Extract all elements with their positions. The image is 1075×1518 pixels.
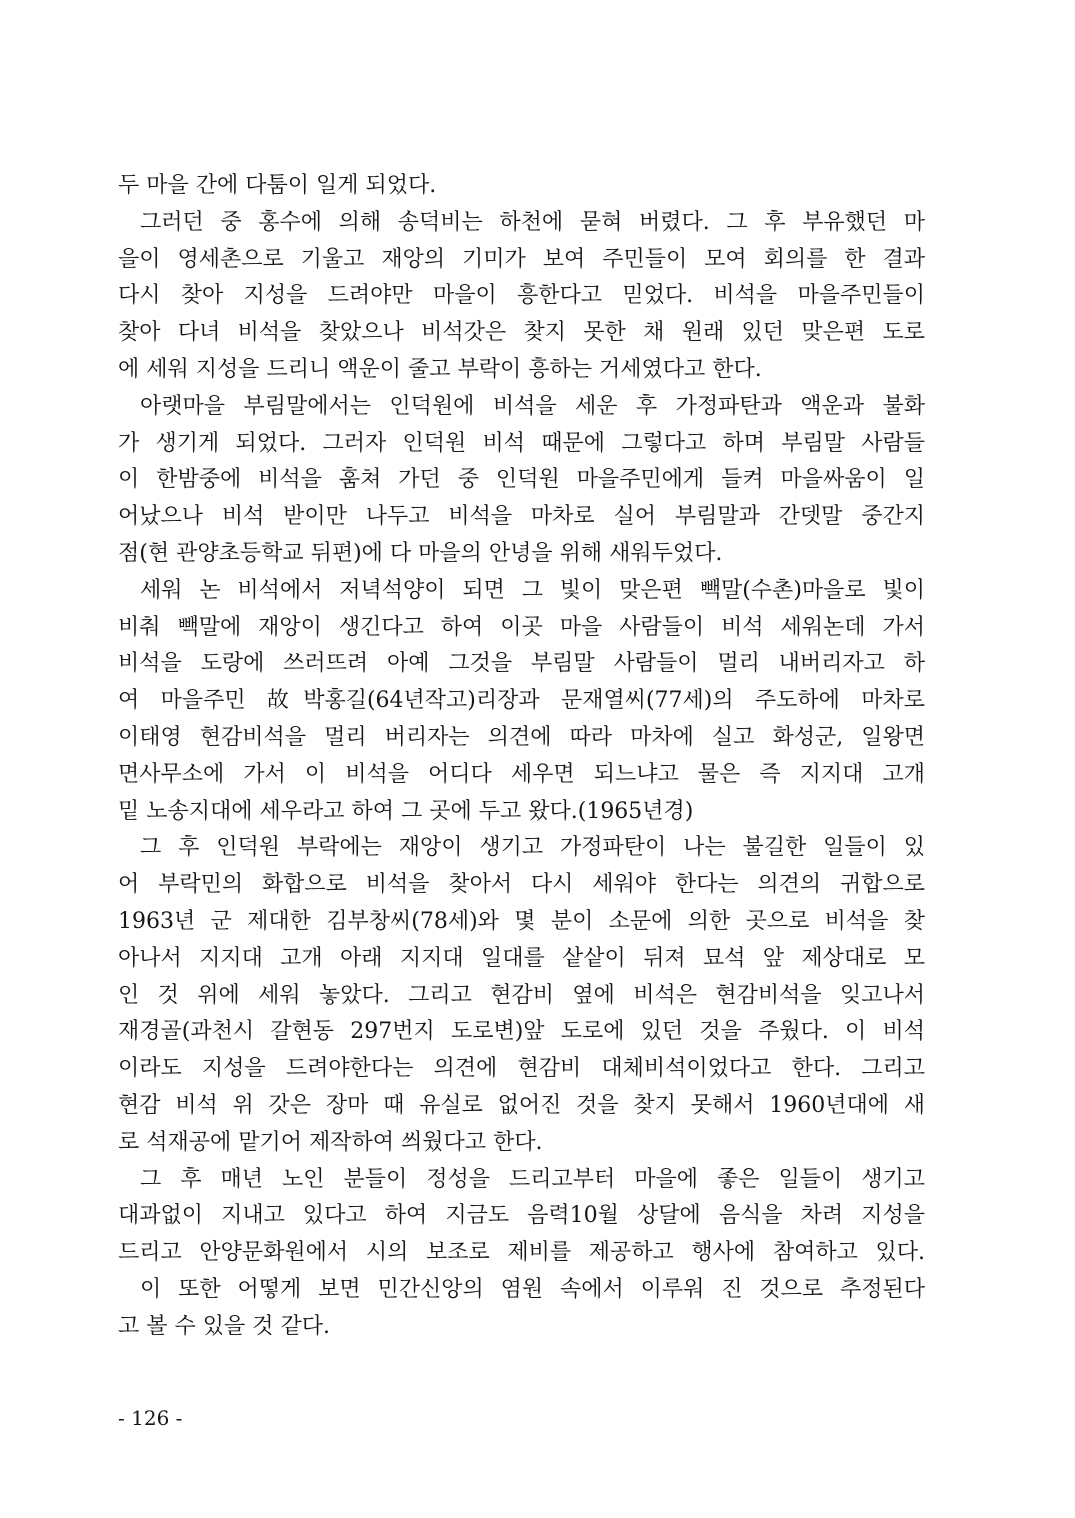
document-body	[118, 168, 925, 1346]
text-line: 이태영 현감비석을 멀리 버리자는 의견에 따라 마차에 실고 화성군, 일왕면	[118, 724, 925, 750]
text-line: 이 한밤중에 비석을 훔쳐 가던 중 인덕원 마을주민에게 들켜 마을싸움이 일	[118, 467, 925, 493]
text-line: 을이 영세촌으로 기울고 재앙의 기미가 보여 주민들이 모여 회의를 한 결과	[118, 246, 925, 272]
paragraph	[118, 205, 925, 389]
text-line: 아나서 지지대 고개 아래 지지대 일대를 샅샅이 뒤져 묘석 앞 제상대로 모	[118, 945, 925, 971]
text-line: 여 마을주민 故박홍길(64년작고)리장과 문재열씨(77세)의 주도하에 마차로	[118, 688, 925, 714]
text-line: 밑 노송지대에 세우라고 하여 그 곳에 두고 왔다.(1965년경)	[118, 798, 694, 824]
text-line: 점(현 관양초등학교 뒤편)에 다 마을의 안녕을 위해 새워두었다.	[118, 540, 723, 566]
text-line: 그러던 중 홍수에 의해 송덕비는 하천에 묻혀 버렸다. 그 후 부유했던 마	[140, 209, 925, 235]
text-line: 다시 찾아 지성을 드려야만 마을이 흥한다고 믿었다. 비석을 마을주민들이	[118, 283, 925, 309]
text-line: 대과없이 지내고 있다고 하여 지금도 음력10월 상달에 음식을 차려 지성을	[118, 1203, 925, 1229]
text-line: 어났으나 비석 받이만 나두고 비석을 마차로 실어 부림말과 간뎃말 중간지	[118, 504, 925, 530]
text-line: 어 부락민의 화합으로 비석을 찾아서 다시 세워야 한다는 의견의 귀합으로	[118, 872, 925, 898]
text-line: 이 또한 어떻게 보면 민간신앙의 염원 속에서 이루워 진 것으로 추정된다	[140, 1276, 925, 1302]
text-line: 1963년 군 제대한 김부창씨(78세)와 몇 분이 소문에 의한 곳으로 비석을 찾	[118, 908, 925, 934]
text-line: 면사무소에 가서 이 비석을 어디다 세우면 되느냐고 물은 즉 지지대 고개	[118, 761, 925, 787]
text-line: 재경골(과천시 갈현동 297번지 도로변)앞 도로에 있던 것을 주웠다. 이 비석	[118, 1019, 925, 1045]
text-line: 이라도 지성을 드려야한다는 의견에 현감비 대체비석이었다고 한다. 그리고	[118, 1056, 925, 1082]
paragraph	[118, 389, 925, 573]
text-line: 아랫마을 부림말에서는 인덕원에 비석을 세운 후 가정파탄과 액운과 불화	[140, 393, 925, 419]
paragraph	[118, 1162, 925, 1272]
text-line: 가 생기게 되었다. 그러자 인덕원 비석 때문에 그렇다고 하며 부림말 사람들	[118, 430, 925, 456]
text-line: 찾아 다녀 비석을 찾았으나 비석갓은 찾지 못한 채 원래 있던 맞은편 도로	[118, 320, 925, 346]
text-line: 현감 비석 위 갓은 장마 때 유실로 없어진 것을 찾지 못해서 1960년대에 새	[118, 1092, 925, 1118]
text-line: 그 후 매년 노인 분들이 정성을 드리고부터 마을에 좋은 일들이 생기고	[140, 1166, 925, 1192]
text-line: 에 세워 지성을 드리니 액운이 줄고 부락이 흥하는 거세였다고 한다.	[118, 356, 762, 382]
paragraph	[118, 830, 925, 1161]
text-line: 세워 논 비석에서 저녁석양이 되면 그 빛이 맞은편 빽말(수촌)마을로 빛이	[140, 577, 925, 603]
paragraph	[118, 168, 925, 205]
text-line: 고 볼 수 있을 것 같다.	[118, 1313, 330, 1339]
text-line: 로 석재공에 맡기어 제작하여 씌웠다고 한다.	[118, 1129, 543, 1155]
page-number: - 126 -	[118, 1406, 183, 1430]
paragraph	[118, 1272, 925, 1346]
text-line: 비춰 빽말에 재앙이 생긴다고 하여 이곳 마을 사람들이 비석 세워논데 가서	[118, 614, 925, 640]
text-line: 두 마을 간에 다툼이 일게 되었다.	[118, 173, 437, 198]
paragraph	[118, 573, 925, 831]
text-line: 인 것 위에 세워 놓았다. 그리고 현감비 옆에 비석은 현감비석을 잊고나서	[118, 982, 925, 1008]
text-line: 비석을 도랑에 쓰러뜨려 아예 그것을 부림말 사람들이 멀리 내버리자고 하	[118, 651, 925, 677]
text-line: 드리고 안양문화원에서 시의 보조로 제비를 제공하고 행사에 참여하고 있다.	[118, 1240, 925, 1266]
text-line: 그 후 인덕원 부락에는 재앙이 생기고 가정파탄이 나는 불길한 일들이 있	[140, 835, 925, 861]
